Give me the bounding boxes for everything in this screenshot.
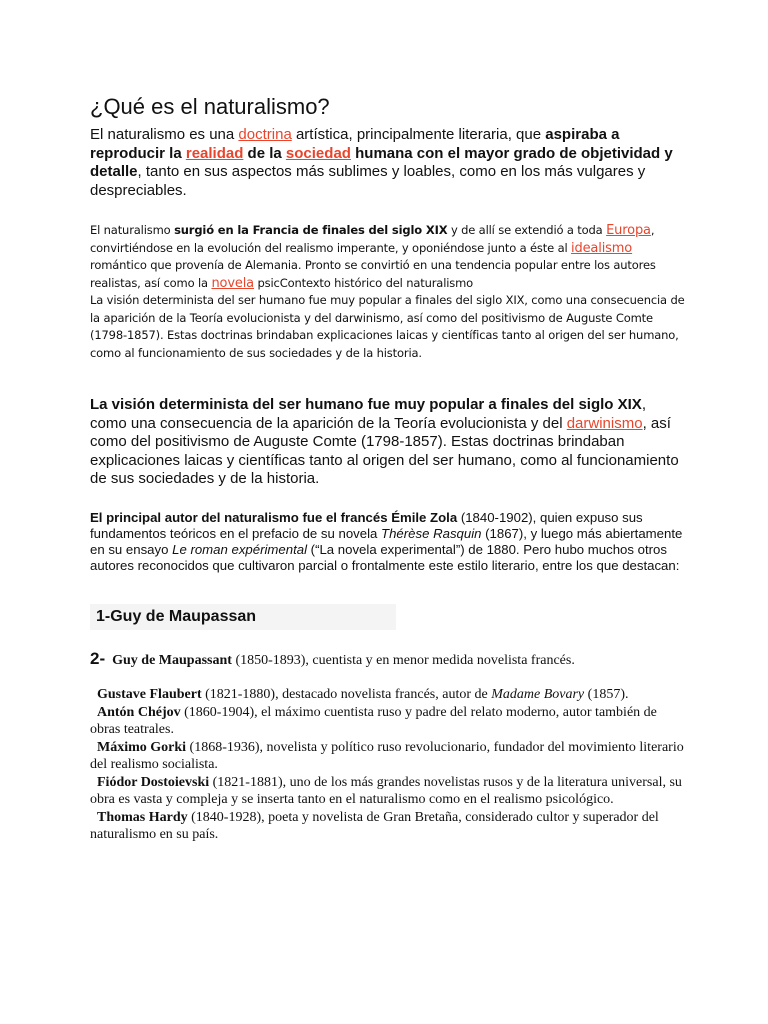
list-item [90,686,690,704]
bold-span: surgió en la Francia de finales del siglo XIX [174,223,448,237]
text-span: artística, principalmente literaria, que [291,126,546,143]
page-title: ¿Qué es el naturalismo? [90,94,330,119]
link-sociedad[interactable]: sociedad [285,144,351,162]
list-item [90,739,690,774]
text-span: , convirtiéndose en la evolución del realismo imperante, y oponiéndose junto a éste al [90,223,655,255]
maupassant-entry [90,650,690,670]
text-span: (“La novela experimental”) de 1880. Pero hubo muchos otros autores reconocidos que cultivaron parcial o frontalmente este estilo literario, entre los que destacan: [90,542,680,573]
list-item [90,704,690,739]
author-text: (1821-1880), destacado novelista francés, autor de [201,687,492,702]
author-name: Máximo Gorki [97,739,187,755]
bold-span: El principal autor del naturalismo fue el francés Émile Zola [90,510,458,525]
entry-number: 2- [90,649,106,668]
italic-span: Le roman expérimental [172,542,308,557]
authors-list [90,686,690,844]
author-name: Antón Chéjov [97,704,181,720]
text-span: y de allí se extendió a toda [447,223,607,237]
author-name: Gustave Flaubert [97,687,202,702]
text-span: El naturalismo [90,223,175,237]
text-span: (1840-1902), quien expuso sus fundamentos teóricos en el prefacio de su novela [90,510,643,541]
author-text: (1857). [584,687,629,702]
bold-span: La visión determinista del ser humano fue muy popular a finales del siglo XIX [90,396,642,413]
author-text: (1850-1893), cuentista y en menor medida novelista francés. [231,653,575,668]
text-span: , como una consecuencia de la aparición de la Teoría evolucionista y del [90,396,646,432]
author-name: Guy de Maupassant [112,653,232,668]
bold-span: humana con el mayor grado de objetividad y detalle [90,144,673,180]
text-span: (1867), y luego más abiertamente en su ensayo [90,526,683,557]
link-realidad[interactable]: realidad [185,144,244,162]
text-span: La visión determinista del ser humano fue muy popular a finales del siglo XIX, como una consecuencia de la aparición de la Teoría evolucionista y del darwinismo, así como del positivismo de Auguste Comte (1798-1857). Estas doctrinas brindaban explicaciones laicas y científicas tanto al origen del ser humano, como al funcionamiento de sus sociedades y de la historia. [90,293,685,360]
text-span: , tanto en sus aspectos más sublimes y loables, como en los más vulgares y despreciables. [90,163,646,199]
text-span: psicContexto histórico del naturalismo [254,275,474,290]
section-heading: 1-Guy de Maupassan [90,604,396,630]
italic-span: Thérèse Rasquin [381,526,482,541]
zola-paragraph [90,510,685,574]
origin-paragraph [90,222,685,362]
bold-span: aspiraba a reproducir la [90,126,620,162]
bold-span: de la [243,144,286,162]
author-name: Thomas Hardy [97,809,188,825]
link-darwinismo[interactable]: darwinismo [566,414,643,432]
determinism-paragraph [90,396,685,489]
link-idealismo[interactable]: idealismo [571,240,633,256]
link-novela[interactable]: novela [211,275,254,291]
author-name: Fiódor Dostoievski [97,774,210,790]
text-span: , así como del positivismo de Auguste Comte (1798-1857). Estas doctrinas brindaban explicaciones laicas y científicas tanto al origen del ser humano, como al funcionamiento de sus sociedades y de la historia. [90,414,679,487]
author-text: (1821-1881), uno de los más grandes novelistas rusos y de la literatura universal, su obra es vasta y compleja y se inserta tanto en el naturalismo como en el realismo psicológico. [90,774,682,807]
list-item [90,809,690,844]
text-span: romántico que provenía de Alemania. Pronto se convirtió en una tendencia popular entre los autores realistas, así como la [90,258,656,290]
author-text: (1860-1904), el máximo cuentista ruso y padre del relato moderno, autor también de obras teatrales. [90,704,657,737]
list-item [90,774,690,809]
italic-span: Madame Bovary [491,687,585,702]
text-span: El naturalismo es una [90,126,239,143]
author-text: (1868-1936), novelista y político ruso revolucionario, fundador del movimiento literario del realismo socialista. [90,739,684,772]
link-europa[interactable]: Europa [606,223,651,238]
link-doctrina[interactable]: doctrina [238,126,292,143]
intro-paragraph [90,126,685,200]
author-text: (1840-1928), poeta y novelista de Gran Bretaña, considerado cultor y superador del naturalismo en su país. [90,809,659,842]
